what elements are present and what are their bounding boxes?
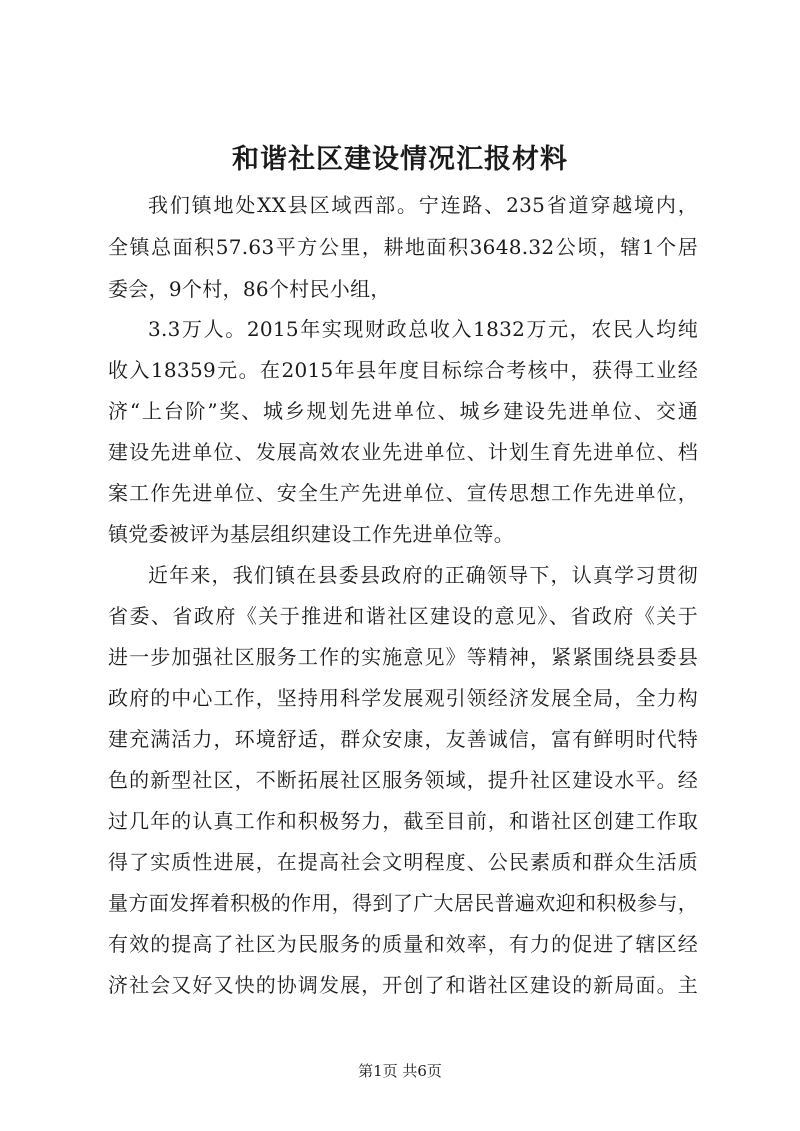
body-line: 量方面发挥着积极的作用，得到了广大居民普遍欢迎和积极参与， <box>108 891 698 915</box>
body-line: 近年来，我们镇在县委县政府的正确领导下，认真学习贯彻 <box>148 563 698 587</box>
body-line: 全镇总面积57.63平方公里，耕地面积3648.32公顷，辖1个居 <box>108 235 698 259</box>
body-line: 委会，9个村，86个村民小组， <box>108 277 391 301</box>
body-line: 济“上台阶”奖、城乡规划先进单位、城乡建设先进单位、交通 <box>108 399 698 423</box>
body-line: 济社会又好又快的协调发展，开创了和谐社区建设的新局面。主 <box>108 973 698 997</box>
body-line: 色的新型社区，不断拓展社区服务领域，提升社区建设水平。经 <box>108 768 698 792</box>
body-line: 建充满活力，环境舒适，群众安康，友善诚信，富有鲜明时代特 <box>108 727 698 751</box>
body-line: 进一步加强社区服务工作的实施意见》等精神，紧紧围绕县委县 <box>108 645 698 669</box>
body-line: 政府的中心工作，坚持用科学发展观引领经济发展全局，全力构 <box>108 686 698 710</box>
body-line: 省委、省政府《关于推进和谐社区建设的意见》、省政府《关于 <box>108 604 698 628</box>
body-line: 我们镇地处XX县区域西部。宁连路、235省道穿越境内， <box>148 193 698 217</box>
body-line: 收入18359元。在2015年县年度目标综合考核中，获得工业经 <box>108 358 698 382</box>
body-line: 有效的提高了社区为民服务的质量和效率，有力的促进了辖区经 <box>108 932 698 956</box>
body-line: 得了实质性进展，在提高社会文明程度、公民素质和群众生活质 <box>108 850 698 874</box>
document-title: 和谐社区建设情况汇报材料 <box>232 144 568 175</box>
page-number: 第1页 共6页 <box>358 1062 442 1080</box>
body-line: 过几年的认真工作和积极努力，截至目前，和谐社区创建工作取 <box>108 809 698 833</box>
body-line: 镇党委被评为基层组织建设工作先进单位等。 <box>108 522 514 546</box>
body-line: 案工作先进单位、安全生产先进单位、宣传思想工作先进单位， <box>108 481 698 505</box>
body-line: 3.3万人。2015年实现财政总收入1832万元，农民人均纯 <box>148 317 698 341</box>
body-line: 建设先进单位、发展高效农业先进单位、计划生育先进单位、档 <box>108 440 698 464</box>
